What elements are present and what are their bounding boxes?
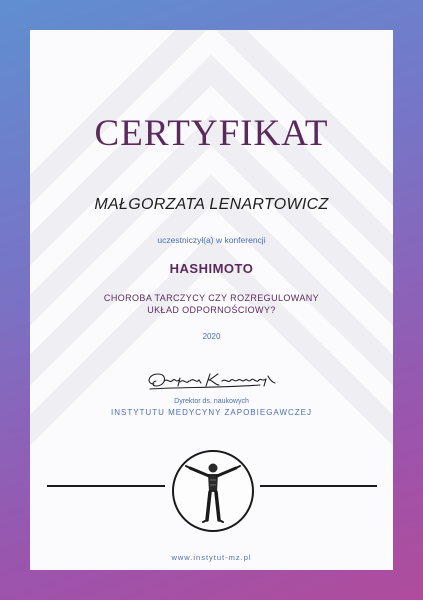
website-url: www.instytut-mz.pl	[171, 553, 252, 562]
participation-text: uczestniczył(a) w konferencji	[157, 235, 266, 245]
certificate-title: CERTYFIKAT	[94, 113, 329, 154]
conference-subtitle	[30, 292, 393, 316]
conference-title: HASHIMOTO	[169, 261, 254, 276]
vitruvian-man-logo-icon	[170, 448, 256, 534]
handwritten-signature	[140, 366, 285, 396]
conference-year: 2020	[202, 332, 221, 341]
recipient-name: MAŁGORZATA LENARTOWICZ	[94, 196, 329, 213]
divider-left	[47, 485, 165, 487]
divider-right	[260, 485, 377, 487]
conference-subtitle-line-2: UKŁAD ODPORNOŚCIOWY?	[147, 305, 276, 315]
signer-role: Dyrektor ds. naukowych	[174, 398, 249, 405]
conference-subtitle-line-1: CHOROBA TARCZYCY CZY ROZREGULOWANY	[103, 293, 320, 303]
institute-name: INSTYTUTU MEDYCYNY ZAPOBIEGAWCZEJ	[110, 408, 312, 417]
certificate-card	[30, 30, 393, 570]
